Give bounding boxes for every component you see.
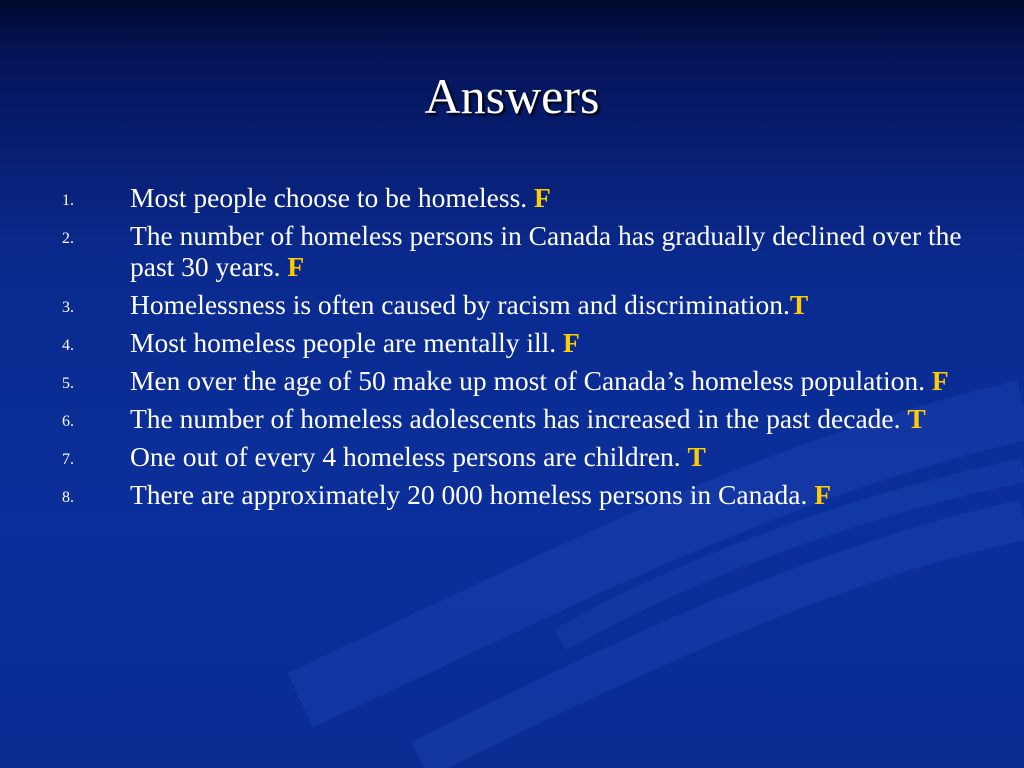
item-answer: T [789,289,809,320]
item-answer: T [687,441,706,472]
item-answer: F [814,479,832,510]
item-number: 1. [62,192,74,209]
list-item [0,289,1024,320]
item-statement: There are approximately 20 000 homeless persons in Canada. [130,479,815,510]
item-statement: Most people choose to be homeless. [130,182,535,213]
item-statement: The number of homeless adolescents has increased in the past decade. [130,403,908,434]
item-answer: T [907,403,926,434]
item-number: 7. [62,451,74,468]
list-item [0,327,1024,358]
item-number: 4. [62,337,74,354]
answer-list [0,182,1024,517]
list-item [0,441,1024,472]
list-item [0,182,1024,213]
item-statement: The number of homeless persons in Canada has gradually declined over the past 30 years. [130,220,962,282]
slide-title: Answers [424,68,600,124]
item-number: 2. [62,230,74,247]
item-statement: Men over the age of 50 make up most of Canada’s homeless population. [130,365,932,396]
item-statement: Homelessness is often caused by racism and discrimination. [130,289,790,320]
item-statement: One out of every 4 homeless persons are children. [130,441,688,472]
list-item [0,479,1024,510]
list-item [0,220,1024,282]
item-number: 8. [62,489,74,506]
item-answer: F [563,327,580,358]
item-answer: F [287,251,305,282]
item-answer: F [534,182,551,213]
item-number: 5. [62,375,74,392]
list-item [0,365,1024,396]
item-answer: F [931,365,949,396]
item-number: 6. [62,413,74,430]
item-number: 3. [62,299,74,316]
list-item [0,403,1024,434]
item-statement: Most homeless people are mentally ill. [130,327,564,358]
